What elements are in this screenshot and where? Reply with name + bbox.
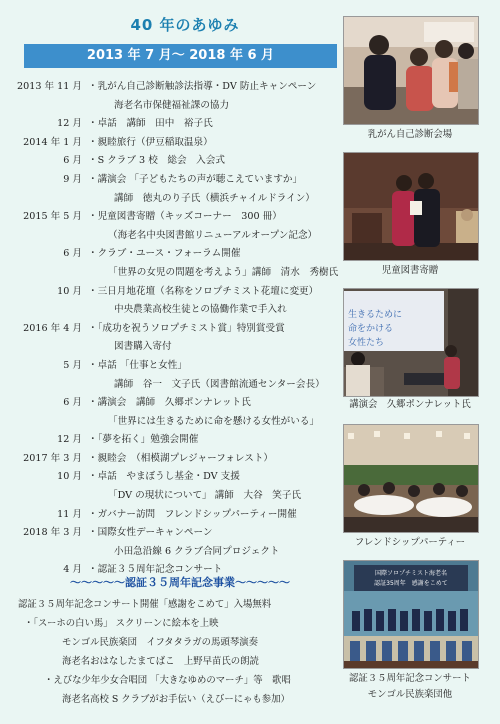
timeline-date: 2017 年 3 月 (23, 452, 82, 464)
timeline-date: 6 月 (63, 248, 82, 260)
anniversary-line: モンゴル民族楽団 イフタタラガの馬頭琴演奏 (62, 637, 258, 648)
timeline-text: ・卓話 やまぼうし基金・DV 支援 (88, 471, 240, 483)
slide-text: 生きるために (348, 310, 403, 320)
timeline-text: ・認証３５周年記念コンサート (88, 564, 223, 576)
photo-caption: 講演会 久郷ポンナレット氏 (349, 399, 471, 410)
photo-book-donation (343, 152, 479, 261)
timeline-date: 10 月 (57, 471, 82, 483)
photo-caption: 児童図書寄贈 (381, 265, 439, 276)
timeline-date: 10 月 (57, 285, 82, 297)
banner-text: 国際ソロプチミスト海老名 (374, 570, 448, 577)
timeline-text: 講師 徳丸のり子氏（横浜チャイルドライン） (114, 192, 315, 204)
anniversary-line: 認証３５周年記念コンサート開催「感謝をこめて」入場無料 (18, 599, 272, 610)
timeline-text: ・親睦旅行（伊豆稲取温泉） (88, 136, 213, 148)
timeline-date: 2018 年 3 月 (23, 527, 82, 539)
timeline-row (0, 264, 340, 283)
photo-caption: 乳がん自己診断会場 (367, 129, 453, 140)
timeline-row (0, 524, 340, 543)
timeline-row (0, 152, 340, 171)
photo-caption: フレンドシップパーティー (354, 537, 466, 548)
timeline-list (0, 78, 340, 580)
anniversary-line: 海老名高校 S クラブがお手伝い（えびーにゃも参加） (62, 694, 290, 705)
timeline-row (0, 134, 340, 153)
timeline-row (0, 115, 340, 134)
timeline-text: ・三日月地花壇（名称をソロプチミスト花壇に変更） (88, 285, 319, 297)
timeline-text: ・ガバナー訪問 フレンドシップパーティー開催 (88, 508, 297, 520)
timeline-row (0, 487, 340, 506)
timeline-row (0, 208, 340, 227)
photo-caption-sub: モンゴル民族楽団他 (367, 689, 453, 700)
timeline-date: 2014 年 1 月 (23, 136, 82, 148)
timeline-row (0, 338, 340, 357)
timeline-text: ・「夢を拓く」勉強会開催 (88, 434, 199, 446)
timeline-date: 12 月 (57, 118, 82, 130)
timeline-row (0, 78, 340, 97)
period-bar: 2013 年 7 月〜 2018 年 6 月 (24, 44, 337, 68)
timeline-text: ・卓話 講師 田中 裕子氏 (88, 118, 213, 130)
slide-text: 命をかける (348, 324, 394, 334)
timeline-text: 「DV の現状について」 講師 大谷 笑子氏 (108, 490, 302, 502)
photo-self-exam (343, 16, 479, 125)
timeline-date: 9 月 (63, 173, 82, 185)
timeline-text: ・講演会 「子どもたちの声が聴こえていますか」 (88, 173, 303, 185)
timeline-text: 図書購入寄付 (114, 341, 172, 353)
timeline-text: ・S クラブ 3 校 総会 入会式 (88, 155, 225, 167)
timeline-row (0, 468, 340, 487)
photo-lecture (343, 288, 479, 397)
timeline-date: 12 月 (57, 434, 82, 446)
timeline-text: ・国際女性デーキャンペーン (88, 527, 213, 539)
timeline-text: 小田急沿線 6 クラブ合同プロジェクト (114, 545, 280, 557)
photo-friendship-party (343, 424, 479, 533)
timeline-text: 海老名市保健福祉課の協力 (114, 99, 230, 111)
timeline-text: ・児童図書寄贈（キッズコーナー 300 冊） (88, 211, 282, 223)
timeline-text: ・クラブ・ユース・フォーラム開催 (88, 248, 241, 260)
timeline-row (0, 171, 340, 190)
slide-text: 女性たち (348, 338, 385, 348)
timeline-text: ・卓話 「仕事と女性」 (88, 359, 187, 371)
timeline-text: 中央農業高校生徒との協働作業で手入れ (114, 304, 287, 316)
timeline-date: 5 月 (63, 359, 82, 371)
timeline-date: 2013 年 11 月 (17, 81, 82, 92)
timeline-text: ・親睦会 （相模湖プレジャーフォレスト） (88, 452, 274, 464)
timeline-row (0, 394, 340, 413)
timeline-row (0, 431, 340, 450)
anniversary-line: 海老名おはなしたまてばこ 上野早苗氏の朗読 (62, 656, 259, 667)
timeline-text: （海老名中央図書館リニューアルオープン記念） (108, 229, 318, 241)
timeline-row (0, 543, 340, 562)
timeline-date: 2016 年 4 月 (23, 322, 82, 334)
anniversary-title: 〜〜〜〜〜認証３５周年記念事業〜〜〜〜〜 (70, 576, 290, 589)
anniversary-line: ・えびな少年少女合唱団 「大きなゆめのマーチ」等 歌唱 (44, 675, 291, 686)
timeline-row (0, 97, 340, 116)
timeline-text: ・乳がん自己診断触診法指導・DV 防止キャンペーン (88, 81, 317, 92)
timeline-date: 11 月 (57, 508, 82, 520)
timeline-row (0, 413, 340, 432)
timeline-row (0, 506, 340, 525)
photo-caption: 認証３５周年記念コンサート (349, 673, 471, 684)
section-title: 40 年のあゆみ (130, 16, 240, 34)
timeline-date: 6 月 (63, 155, 82, 167)
timeline-text: 「世界には生きるために命を懸ける女性がいる」 (108, 415, 320, 427)
timeline-row (0, 227, 340, 246)
timeline-row (0, 376, 340, 395)
timeline-text: 「世界の女児の問題を考えよう」講師 清水 秀樹氏 (108, 266, 339, 278)
banner-text: 認証35周年 感謝をこめて (374, 580, 448, 587)
timeline-text: ・講演会 講師 久郷ポンナレット氏 (88, 397, 251, 409)
timeline-date: 2015 年 5 月 (23, 211, 82, 223)
timeline-row (0, 450, 340, 469)
timeline-text: ・「成功を祝うソロプチミスト賞」特別賞受賞 (88, 322, 285, 334)
timeline-row (0, 301, 340, 320)
timeline-date: 4 月 (63, 564, 82, 576)
timeline-row (0, 283, 340, 302)
anniversary-line: ・「スーホの白い馬」 スクリーンに絵本を上映 (24, 618, 219, 629)
timeline-row (0, 190, 340, 209)
timeline-row (0, 357, 340, 376)
timeline-row (0, 320, 340, 339)
timeline-row (0, 245, 340, 264)
photo-concert (343, 560, 479, 669)
timeline-date: 6 月 (63, 397, 82, 409)
timeline-text: 講師 谷一 文子氏（図書館流通センター会長） (114, 378, 325, 390)
